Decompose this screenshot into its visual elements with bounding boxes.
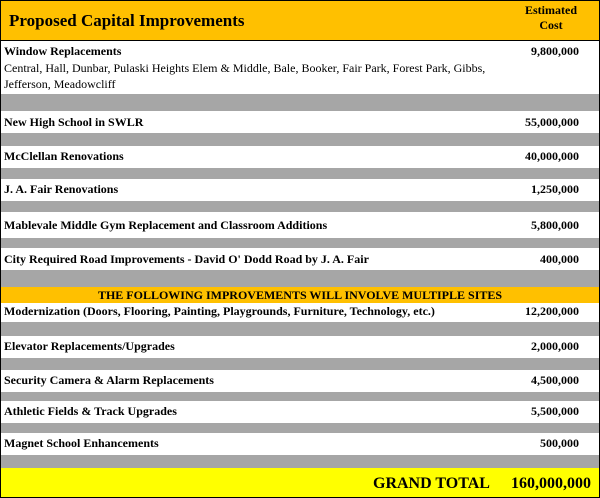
row-label: Window Replacements — [4, 44, 122, 58]
table-row — [1, 401, 599, 423]
stripe — [1, 270, 599, 287]
row-label: Athletic Fields & Track Upgrades — [4, 404, 177, 418]
table-row — [1, 336, 599, 358]
table-header — [1, 1, 599, 41]
table-row — [1, 303, 599, 322]
table-title: Proposed Capital Improvements — [9, 11, 245, 30]
row-value: 2,000,000 — [531, 339, 579, 353]
stripe — [1, 201, 599, 212]
row-value: 9,800,000 — [531, 44, 579, 58]
row-label: Modernization (Doors, Flooring, Painting, Playgrounds, Furniture, Technology, etc.) — [4, 304, 435, 318]
row-value: 500,000 — [540, 436, 579, 450]
cost-header-line2: Cost — [539, 18, 563, 32]
row-value: 1,250,000 — [531, 182, 579, 196]
row-label: Security Camera & Alarm Replacements — [4, 373, 214, 387]
row-label: New High School in SWLR — [4, 115, 144, 129]
row-value: 5,500,000 — [531, 404, 579, 418]
row-description: Central, Hall, Dunbar, Pulaski Heights Elem & Middle, Bale, Booker, Fair Park, Forest Park, Gibbs, Jefferson, Meadowcliff — [4, 61, 486, 91]
grand-total-label: GRAND TOTAL — [373, 475, 490, 492]
table-row — [1, 41, 599, 94]
table-row — [1, 433, 599, 455]
row-label: J. A. Fair Renovations — [4, 182, 119, 196]
row-value: 4,500,000 — [531, 373, 579, 387]
row-value: 12,200,000 — [525, 304, 579, 318]
stripe — [1, 238, 599, 248]
stripe — [1, 94, 599, 111]
table-row — [1, 146, 599, 168]
table-row — [1, 111, 599, 133]
grand-total-row — [1, 468, 599, 497]
row-label: City Required Road Improvements - David O' Dodd Road by J. A. Fair — [4, 252, 369, 266]
stripe — [1, 133, 599, 146]
stripe — [1, 322, 599, 336]
grand-total-value: 160,000,000 — [511, 475, 591, 492]
stripe — [1, 358, 599, 370]
stripe — [1, 455, 599, 468]
table-row — [1, 179, 599, 201]
stripe — [1, 392, 599, 401]
stripe — [1, 423, 599, 433]
table-row — [1, 212, 599, 238]
row-label: Mablevale Middle Gym Replacement and Classroom Additions — [4, 218, 328, 232]
stripe — [1, 168, 599, 179]
cost-header-line1: Estimated — [525, 3, 577, 17]
table-row — [1, 248, 599, 270]
row-label: Magnet School Enhancements — [4, 436, 159, 450]
row-value: 55,000,000 — [525, 115, 579, 129]
row-value: 5,800,000 — [531, 218, 579, 232]
multiple-sites-banner: THE FOLLOWING IMPROVEMENTS WILL INVOLVE MULTIPLE SITES — [1, 287, 599, 303]
row-value: 400,000 — [540, 252, 579, 266]
table-row — [1, 370, 599, 392]
row-label: McClellan Renovations — [4, 149, 124, 163]
row-label: Elevator Replacements/Upgrades — [4, 339, 175, 353]
estimated-cost-header — [511, 3, 591, 33]
row-value: 40,000,000 — [525, 149, 579, 163]
